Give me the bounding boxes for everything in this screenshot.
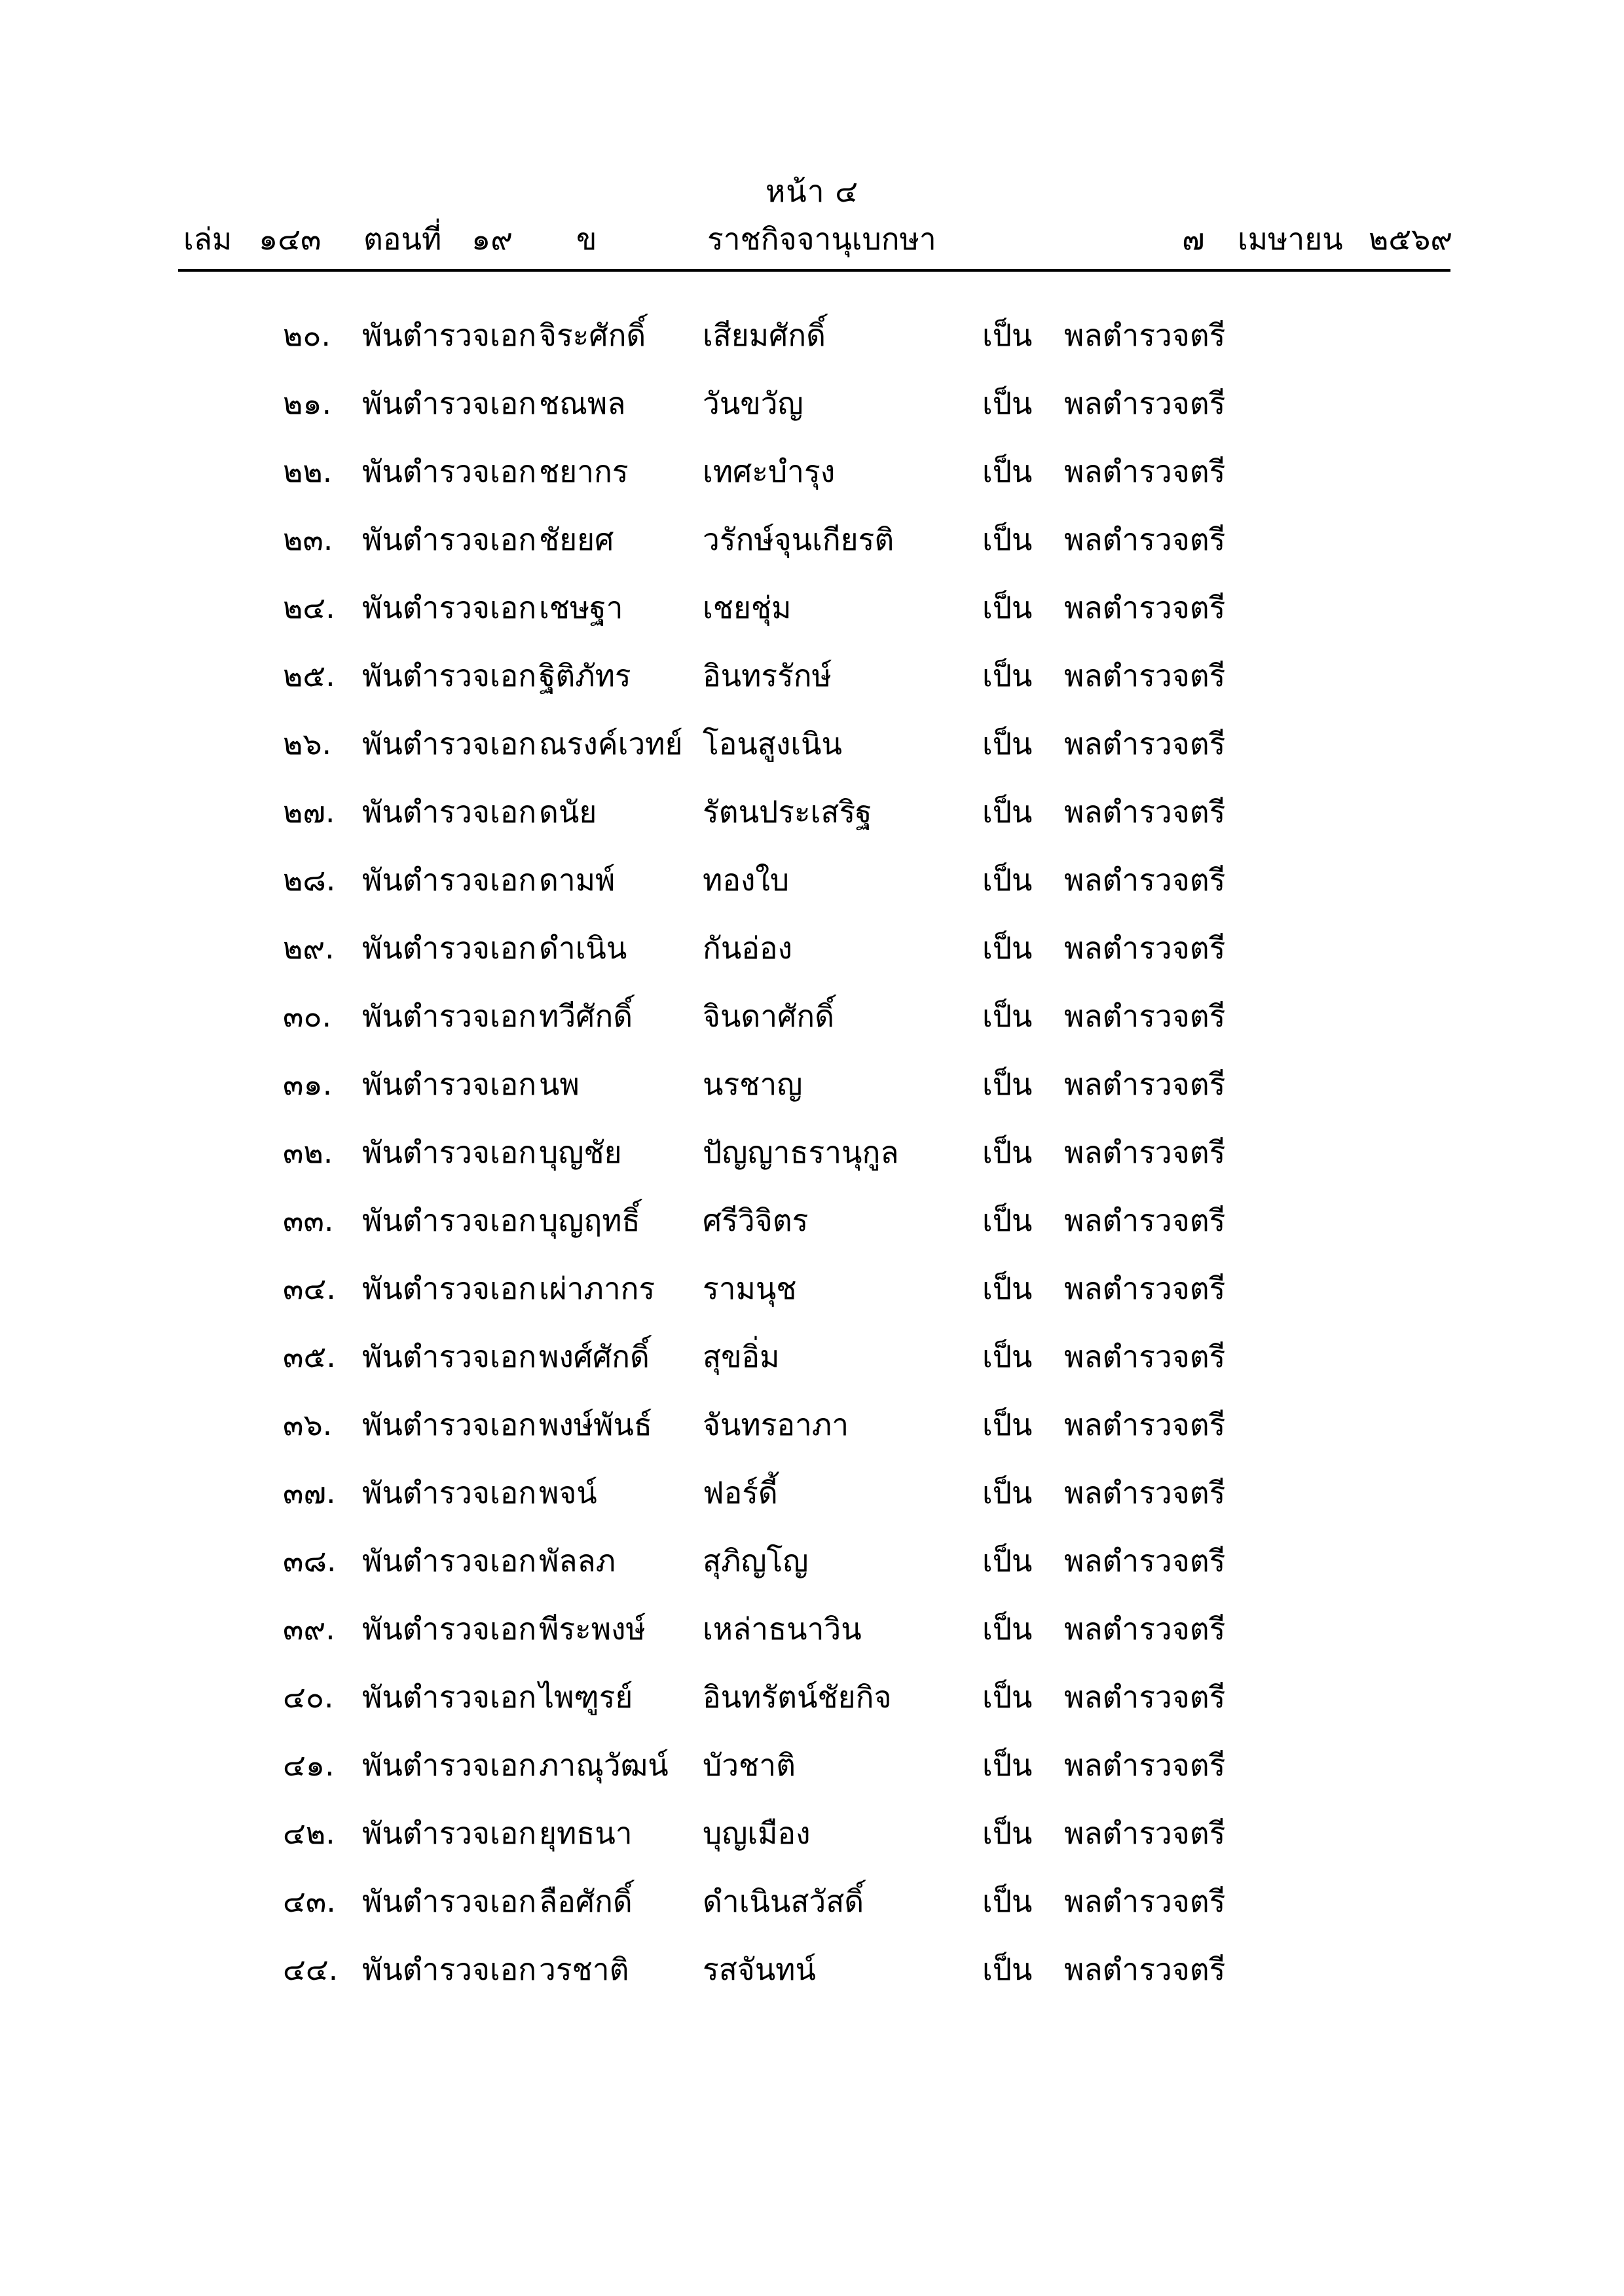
list-item <box>0 1133 1624 1201</box>
last-name: กันอ่อง <box>703 930 793 966</box>
last-name: ศรีวิจิตร <box>703 1203 809 1238</box>
current-rank: พันตำรวจเอก <box>362 1884 537 1919</box>
entry-number: ๓๘. <box>283 1543 337 1578</box>
entry-number: ๒๑. <box>283 386 332 421</box>
list-item <box>0 1269 1624 1337</box>
entry-number: ๒๘. <box>283 862 336 898</box>
new-rank: พลตำรวจตรี <box>1064 1611 1226 1647</box>
last-name: รามนุช <box>703 1271 797 1306</box>
first-name: ภาณุวัฒน์ <box>539 1747 669 1783</box>
new-rank: พลตำรวจตรี <box>1064 1135 1226 1170</box>
list-item <box>0 1609 1624 1677</box>
new-rank: พลตำรวจตรี <box>1064 1747 1226 1783</box>
first-name: ยุทธนา <box>539 1815 633 1851</box>
as-word: เป็น <box>982 794 1033 829</box>
last-name: เหล่าธนาวิน <box>703 1611 862 1647</box>
entry-number: ๔๒. <box>283 1815 335 1851</box>
new-rank: พลตำรวจตรี <box>1064 1815 1226 1851</box>
first-name: ลือศักดิ์ <box>539 1884 633 1919</box>
last-name: เทศะบำรุง <box>703 454 836 489</box>
last-name: อินทรรักษ์ <box>703 658 832 693</box>
first-name: พจน์ <box>539 1475 597 1510</box>
list-item <box>0 1201 1624 1269</box>
volume-label: เล่ม <box>183 221 232 257</box>
entry-number: ๔๔. <box>283 1952 339 1987</box>
first-name: ทวีศักดิ์ <box>539 998 633 1034</box>
new-rank: พลตำรวจตรี <box>1064 930 1226 966</box>
entry-number: ๒๗. <box>283 794 335 829</box>
first-name: ไพฑูรย์ <box>539 1679 633 1715</box>
page-number: หน้า ๔ <box>765 173 859 209</box>
section-letter: ข <box>576 221 597 257</box>
as-word: เป็น <box>982 1271 1033 1306</box>
list-item <box>0 1813 1624 1882</box>
header-divider <box>178 269 1450 272</box>
as-word: เป็น <box>982 1475 1033 1510</box>
new-rank: พลตำรวจตรี <box>1064 454 1226 489</box>
first-name: ดนัย <box>539 794 597 829</box>
entry-number: ๒๓. <box>283 522 333 557</box>
current-rank: พันตำรวจเอก <box>362 862 537 898</box>
first-name: จิระศักดิ์ <box>539 318 646 353</box>
date-day: ๗ <box>1182 221 1205 257</box>
first-name: บุญชัย <box>539 1135 622 1170</box>
entry-number: ๓๙. <box>283 1611 335 1647</box>
last-name: สุภิญโญ <box>703 1543 809 1578</box>
current-rank: พันตำรวจเอก <box>362 1271 537 1306</box>
as-word: เป็น <box>982 1952 1033 1987</box>
entry-number: ๓๔. <box>283 1271 336 1306</box>
as-word: เป็น <box>982 590 1033 625</box>
current-rank: พันตำรวจเอก <box>362 1066 537 1102</box>
first-name: เผ่าภากร <box>539 1271 655 1306</box>
new-rank: พลตำรวจตรี <box>1064 318 1226 353</box>
as-word: เป็น <box>982 454 1033 489</box>
first-name: พงษ์พันธ์ <box>539 1407 652 1442</box>
current-rank: พันตำรวจเอก <box>362 794 537 829</box>
as-word: เป็น <box>982 386 1033 421</box>
as-word: เป็น <box>982 1135 1033 1170</box>
new-rank: พลตำรวจตรี <box>1064 1339 1226 1374</box>
current-rank: พันตำรวจเอก <box>362 930 537 966</box>
as-word: เป็น <box>982 862 1033 898</box>
entry-number: ๓๗. <box>283 1475 336 1510</box>
list-item <box>0 1541 1624 1609</box>
list-item <box>0 588 1624 656</box>
last-name: ฟอร์ดี้ <box>703 1475 778 1510</box>
current-rank: พันตำรวจเอก <box>362 658 537 693</box>
new-rank: พลตำรวจตรี <box>1064 1543 1226 1578</box>
as-word: เป็น <box>982 318 1033 353</box>
entry-number: ๔๐. <box>283 1679 334 1715</box>
entry-number: ๒๖. <box>283 726 332 761</box>
last-name: รัตนประเสริฐ <box>703 794 872 829</box>
as-word: เป็น <box>982 1815 1033 1851</box>
list-item <box>0 316 1624 384</box>
last-name: ทองใบ <box>703 862 790 898</box>
first-name: ชณพล <box>539 386 626 421</box>
last-name: เสียมศักดิ์ <box>703 318 826 353</box>
as-word: เป็น <box>982 1203 1033 1238</box>
list-item <box>0 1405 1624 1473</box>
last-name: สุขอิ่ม <box>703 1339 780 1374</box>
list-item <box>0 656 1624 724</box>
current-rank: พันตำรวจเอก <box>362 1339 537 1374</box>
date-month: เมษายน <box>1238 221 1343 257</box>
current-rank: พันตำรวจเอก <box>362 1203 537 1238</box>
list-item <box>0 1337 1624 1405</box>
current-rank: พันตำรวจเอก <box>362 1611 537 1647</box>
issue-number: ๑๙ <box>471 221 513 257</box>
current-rank: พันตำรวจเอก <box>362 998 537 1034</box>
last-name: ดำเนินสวัสดิ์ <box>703 1884 864 1919</box>
current-rank: พันตำรวจเอก <box>362 454 537 489</box>
as-word: เป็น <box>982 726 1033 761</box>
first-name: วรชาติ <box>539 1952 629 1987</box>
list-item <box>0 724 1624 792</box>
list-item <box>0 384 1624 452</box>
last-name: จันทรอาภา <box>703 1407 849 1442</box>
date-year: ๒๕๖๙ <box>1369 221 1453 257</box>
first-name: พงศ์ศักดิ์ <box>539 1339 650 1374</box>
as-word: เป็น <box>982 998 1033 1034</box>
entry-number: ๓๖. <box>283 1407 333 1442</box>
list-item <box>0 1745 1624 1813</box>
list-item <box>0 452 1624 520</box>
new-rank: พลตำรวจตรี <box>1064 1884 1226 1919</box>
as-word: เป็น <box>982 1679 1033 1715</box>
new-rank: พลตำรวจตรี <box>1064 386 1226 421</box>
entry-number: ๒๙. <box>283 930 335 966</box>
entry-number: ๓๑. <box>283 1066 333 1102</box>
list-item <box>0 928 1624 996</box>
new-rank: พลตำรวจตรี <box>1064 1679 1226 1715</box>
current-rank: พันตำรวจเอก <box>362 1543 537 1578</box>
last-name: ปัญญาธรานุกูล <box>703 1135 899 1170</box>
new-rank: พลตำรวจตรี <box>1064 1407 1226 1442</box>
current-rank: พันตำรวจเอก <box>362 590 537 625</box>
last-name: วรักษ์จุนเกียรติ <box>703 522 895 557</box>
current-rank: พันตำรวจเอก <box>362 1815 537 1851</box>
first-name: ดามพ์ <box>539 862 616 898</box>
last-name: จินดาศักดิ์ <box>703 998 835 1034</box>
current-rank: พันตำรวจเอก <box>362 1747 537 1783</box>
current-rank: พันตำรวจเอก <box>362 1952 537 1987</box>
entry-number: ๒๕. <box>283 658 335 693</box>
as-word: เป็น <box>982 1543 1033 1578</box>
list-item <box>0 996 1624 1065</box>
gazette-header <box>0 219 1624 259</box>
as-word: เป็น <box>982 930 1033 966</box>
first-name: เชษฐา <box>539 590 623 625</box>
entry-number: ๒๐. <box>283 318 331 353</box>
new-rank: พลตำรวจตรี <box>1064 998 1226 1034</box>
list-item <box>0 1950 1624 2018</box>
first-name: ฐิติภัทร <box>539 658 631 693</box>
as-word: เป็น <box>982 658 1033 693</box>
entry-number: ๔๑. <box>283 1747 335 1783</box>
new-rank: พลตำรวจตรี <box>1064 1203 1226 1238</box>
current-rank: พันตำรวจเอก <box>362 1679 537 1715</box>
last-name: นรชาญ <box>703 1066 803 1102</box>
new-rank: พลตำรวจตรี <box>1064 1271 1226 1306</box>
first-name: ชัยยศ <box>539 522 614 557</box>
new-rank: พลตำรวจตรี <box>1064 658 1226 693</box>
current-rank: พันตำรวจเอก <box>362 1407 537 1442</box>
last-name: บัวชาติ <box>703 1747 796 1783</box>
new-rank: พลตำรวจตรี <box>1064 1475 1226 1510</box>
as-word: เป็น <box>982 1884 1033 1919</box>
first-name: พัลลภ <box>539 1543 616 1578</box>
issue-label: ตอนที่ <box>363 221 442 257</box>
current-rank: พันตำรวจเอก <box>362 726 537 761</box>
gazette-title: ราชกิจจานุเบกษา <box>707 221 936 257</box>
current-rank: พันตำรวจเอก <box>362 1475 537 1510</box>
last-name: เชยชุ่ม <box>703 590 792 625</box>
new-rank: พลตำรวจตรี <box>1064 1066 1226 1102</box>
current-rank: พันตำรวจเอก <box>362 522 537 557</box>
current-rank: พันตำรวจเอก <box>362 1135 537 1170</box>
new-rank: พลตำรวจตรี <box>1064 862 1226 898</box>
entry-number: ๒๔. <box>283 590 335 625</box>
entry-number: ๓๒. <box>283 1135 333 1170</box>
new-rank: พลตำรวจตรี <box>1064 726 1226 761</box>
first-name: ณรงค์เวทย์ <box>539 726 683 761</box>
last-name: อินทรัตน์ชัยกิจ <box>703 1679 892 1715</box>
new-rank: พลตำรวจตรี <box>1064 590 1226 625</box>
current-rank: พันตำรวจเอก <box>362 318 537 353</box>
volume-number: ๑๔๓ <box>259 221 322 257</box>
entry-number: ๔๓. <box>283 1884 336 1919</box>
last-name: รสจันทน์ <box>703 1952 816 1987</box>
first-name: นพ <box>539 1066 580 1102</box>
current-rank: พันตำรวจเอก <box>362 386 537 421</box>
new-rank: พลตำรวจตรี <box>1064 1952 1226 1987</box>
list-item <box>0 860 1624 928</box>
entry-number: ๓๐. <box>283 998 332 1034</box>
list-item <box>0 792 1624 860</box>
first-name: ชยากร <box>539 454 629 489</box>
as-word: เป็น <box>982 1339 1033 1374</box>
first-name: ดำเนิน <box>539 930 627 966</box>
entry-number: ๓๓. <box>283 1203 334 1238</box>
appointment-list <box>0 316 1624 2018</box>
first-name: บุญฤทธิ์ <box>539 1203 640 1238</box>
entry-number: ๓๕. <box>283 1339 336 1374</box>
as-word: เป็น <box>982 522 1033 557</box>
list-item <box>0 1473 1624 1541</box>
entry-number: ๒๒. <box>283 454 333 489</box>
as-word: เป็น <box>982 1611 1033 1647</box>
list-item <box>0 1882 1624 1950</box>
as-word: เป็น <box>982 1747 1033 1783</box>
as-word: เป็น <box>982 1407 1033 1442</box>
new-rank: พลตำรวจตรี <box>1064 794 1226 829</box>
list-item <box>0 1677 1624 1745</box>
list-item <box>0 520 1624 588</box>
last-name: วันขวัญ <box>703 386 803 421</box>
as-word: เป็น <box>982 1066 1033 1102</box>
first-name: พีระพงษ์ <box>539 1611 646 1647</box>
list-item <box>0 1065 1624 1133</box>
last-name: บุญเมือง <box>703 1815 811 1851</box>
new-rank: พลตำรวจตรี <box>1064 522 1226 557</box>
last-name: โอนสูงเนิน <box>703 726 842 761</box>
